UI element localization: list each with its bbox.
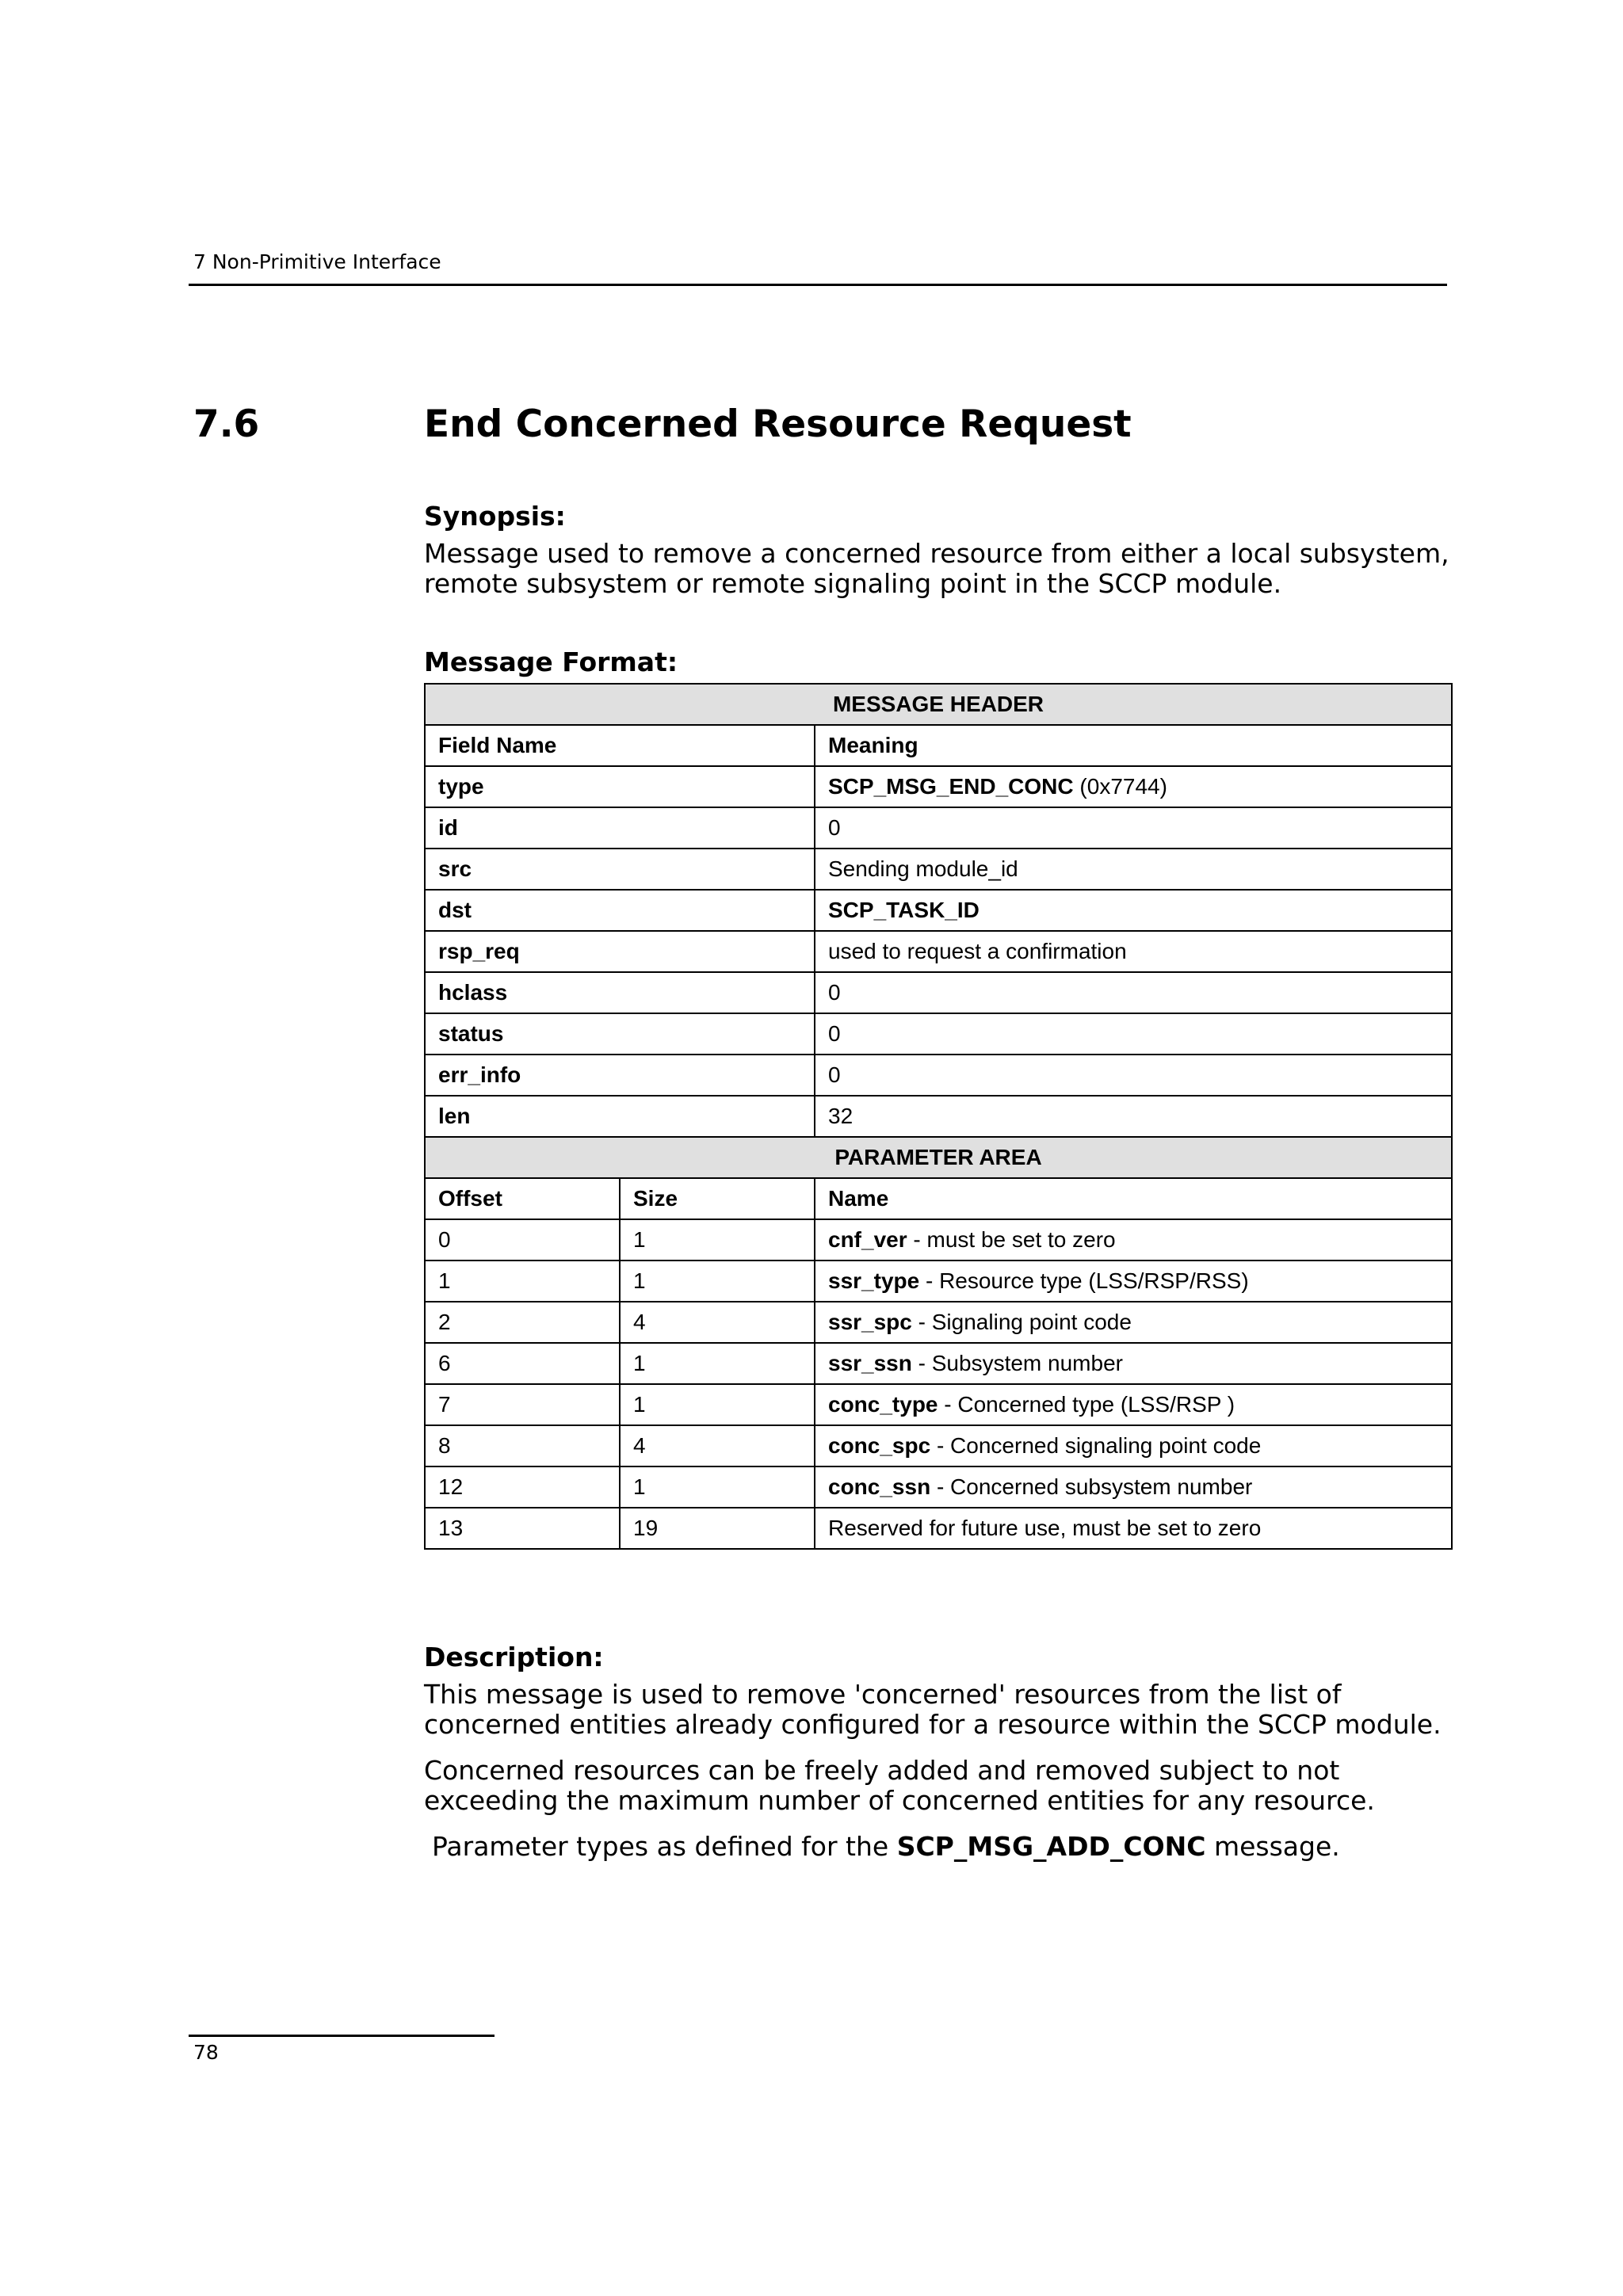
param-name-cell-bold: ssr_type	[828, 1268, 920, 1293]
param-name-cell-text: - Concerned subsystem number	[930, 1474, 1253, 1499]
column-size: Size	[620, 1178, 815, 1219]
description-heading: Description:	[424, 1642, 604, 1672]
meaning-cell-text: (0x7744)	[1073, 774, 1167, 799]
size-cell: 1	[620, 1261, 815, 1302]
param-name-cell-bold: cnf_ver	[828, 1227, 907, 1252]
header-rule	[189, 284, 1447, 286]
offset-cell: 2	[425, 1302, 620, 1343]
section-number: 7.6	[193, 402, 260, 446]
size-cell: 1	[620, 1466, 815, 1508]
table-row	[425, 1055, 1452, 1096]
table-row	[425, 1343, 1452, 1384]
param-name-cell-bold: conc_ssn	[828, 1474, 931, 1499]
meaning-cell-text: used to request a confirmation	[828, 939, 1127, 963]
table-row	[425, 1384, 1452, 1425]
param-band-row	[425, 1137, 1452, 1178]
message-header-band: MESSAGE HEADER	[425, 684, 1452, 725]
offset-cell: 0	[425, 1219, 620, 1261]
size-cell: 19	[620, 1508, 815, 1549]
param-name-cell	[815, 1261, 1452, 1302]
table-row	[425, 1466, 1452, 1508]
section-title: End Concerned Resource Request	[424, 402, 1132, 446]
param-name-cell	[815, 1219, 1452, 1261]
meaning-cell-text: Sending module_id	[828, 856, 1018, 881]
param-name-cell-bold: conc_spc	[828, 1433, 931, 1458]
meaning-cell	[815, 972, 1452, 1013]
table-row	[425, 931, 1452, 972]
message-format-table-body	[425, 684, 1452, 1549]
column-meaning: Meaning	[815, 725, 1452, 766]
message-format-table	[424, 683, 1453, 1550]
field-name-cell: hclass	[425, 972, 815, 1013]
description-paragraph-3	[432, 1832, 1462, 1862]
description-paragraph-2: Concerned resources can be freely added and removed subject to not exceeding the maximum number of concerned entities for any resource.	[424, 1755, 1375, 1816]
parameter-area-band: PARAMETER AREA	[425, 1137, 1452, 1178]
meaning-cell	[815, 1055, 1452, 1096]
param-name-cell	[815, 1425, 1452, 1466]
param-name-cell-bold: ssr_ssn	[828, 1351, 912, 1375]
synopsis-text: Message used to remove a concerned resource from either a local subsystem, remote subsystem or remote signaling point in the SCCP module.	[424, 538, 1449, 599]
size-cell: 1	[620, 1219, 815, 1261]
table-row	[425, 1219, 1452, 1261]
param-name-cell-text: - Resource type (LSS/RSP/RSS)	[919, 1268, 1249, 1293]
param-name-cell-text: - Concerned signaling point code	[930, 1433, 1262, 1458]
meaning-cell-text: 0	[828, 980, 841, 1005]
param-name-cell-text: - Subsystem number	[911, 1351, 1123, 1375]
offset-cell: 8	[425, 1425, 620, 1466]
table-row	[425, 1261, 1452, 1302]
size-cell: 4	[620, 1425, 815, 1466]
meaning-cell-text: 0	[828, 1062, 841, 1087]
param-name-cell-bold: ssr_spc	[828, 1310, 912, 1334]
param-name-cell-text: - must be set to zero	[907, 1227, 1116, 1252]
field-name-cell: type	[425, 766, 815, 807]
description-paragraph-1: This message is used to remove 'concerned' resources from the list of concerned entities already configured for a resource within the SCCP module.	[424, 1679, 1442, 1740]
footer-rule	[189, 2035, 495, 2037]
field-name-cell: rsp_req	[425, 931, 815, 972]
table-row	[425, 807, 1452, 849]
synopsis-heading: Synopsis:	[424, 501, 566, 532]
header-band-row	[425, 684, 1452, 725]
param-name-cell	[815, 1343, 1452, 1384]
offset-cell: 13	[425, 1508, 620, 1549]
field-name-cell: err_info	[425, 1055, 815, 1096]
size-cell: 4	[620, 1302, 815, 1343]
field-name-cell: len	[425, 1096, 815, 1137]
meaning-cell-text: 0	[828, 815, 841, 840]
table-row	[425, 1013, 1452, 1055]
meaning-cell-text: 32	[828, 1104, 854, 1128]
description-paragraph-3-tail: message.	[1205, 1831, 1340, 1862]
table-row	[425, 890, 1452, 931]
meaning-cell	[815, 766, 1452, 807]
meaning-cell	[815, 1013, 1452, 1055]
param-columns-row	[425, 1178, 1452, 1219]
offset-cell: 12	[425, 1466, 620, 1508]
meaning-cell	[815, 890, 1452, 931]
add-conc-message-name: SCP_MSG_ADD_CONC	[896, 1831, 1206, 1862]
field-name-cell: dst	[425, 890, 815, 931]
table-row	[425, 1096, 1452, 1137]
table-row	[425, 766, 1452, 807]
page-number: 78	[193, 2041, 219, 2064]
header-columns-row	[425, 725, 1452, 766]
param-name-cell-bold: conc_type	[828, 1392, 938, 1417]
param-name-cell	[815, 1466, 1452, 1508]
table-row	[425, 972, 1452, 1013]
field-name-cell: status	[425, 1013, 815, 1055]
offset-cell: 1	[425, 1261, 620, 1302]
param-name-cell	[815, 1508, 1452, 1549]
param-name-cell	[815, 1302, 1452, 1343]
size-cell: 1	[620, 1343, 815, 1384]
offset-cell: 7	[425, 1384, 620, 1425]
field-name-cell: id	[425, 807, 815, 849]
param-name-cell-text: Reserved for future use, must be set to zero	[828, 1516, 1262, 1540]
table-row	[425, 1302, 1452, 1343]
param-name-cell-text: - Concerned type (LSS/RSP )	[938, 1392, 1235, 1417]
param-name-cell	[815, 1384, 1452, 1425]
param-name-cell-text: - Signaling point code	[911, 1310, 1132, 1334]
description-paragraph-3-lead: Parameter types as defined for the	[432, 1831, 897, 1862]
column-name: Name	[815, 1178, 1452, 1219]
column-field-name: Field Name	[425, 725, 815, 766]
meaning-cell-bold: SCP_TASK_ID	[828, 898, 980, 922]
running-header: 7 Non-Primitive Interface	[193, 250, 441, 273]
meaning-cell	[815, 807, 1452, 849]
meaning-cell	[815, 1096, 1452, 1137]
meaning-cell-text: 0	[828, 1021, 841, 1046]
offset-cell: 6	[425, 1343, 620, 1384]
meaning-cell	[815, 931, 1452, 972]
message-format-heading: Message Format:	[424, 646, 678, 677]
table-row	[425, 1425, 1452, 1466]
meaning-cell	[815, 849, 1452, 890]
table-row	[425, 849, 1452, 890]
column-offset: Offset	[425, 1178, 620, 1219]
size-cell: 1	[620, 1384, 815, 1425]
table-row	[425, 1508, 1452, 1549]
field-name-cell: src	[425, 849, 815, 890]
meaning-cell-bold: SCP_MSG_END_CONC	[828, 774, 1074, 799]
